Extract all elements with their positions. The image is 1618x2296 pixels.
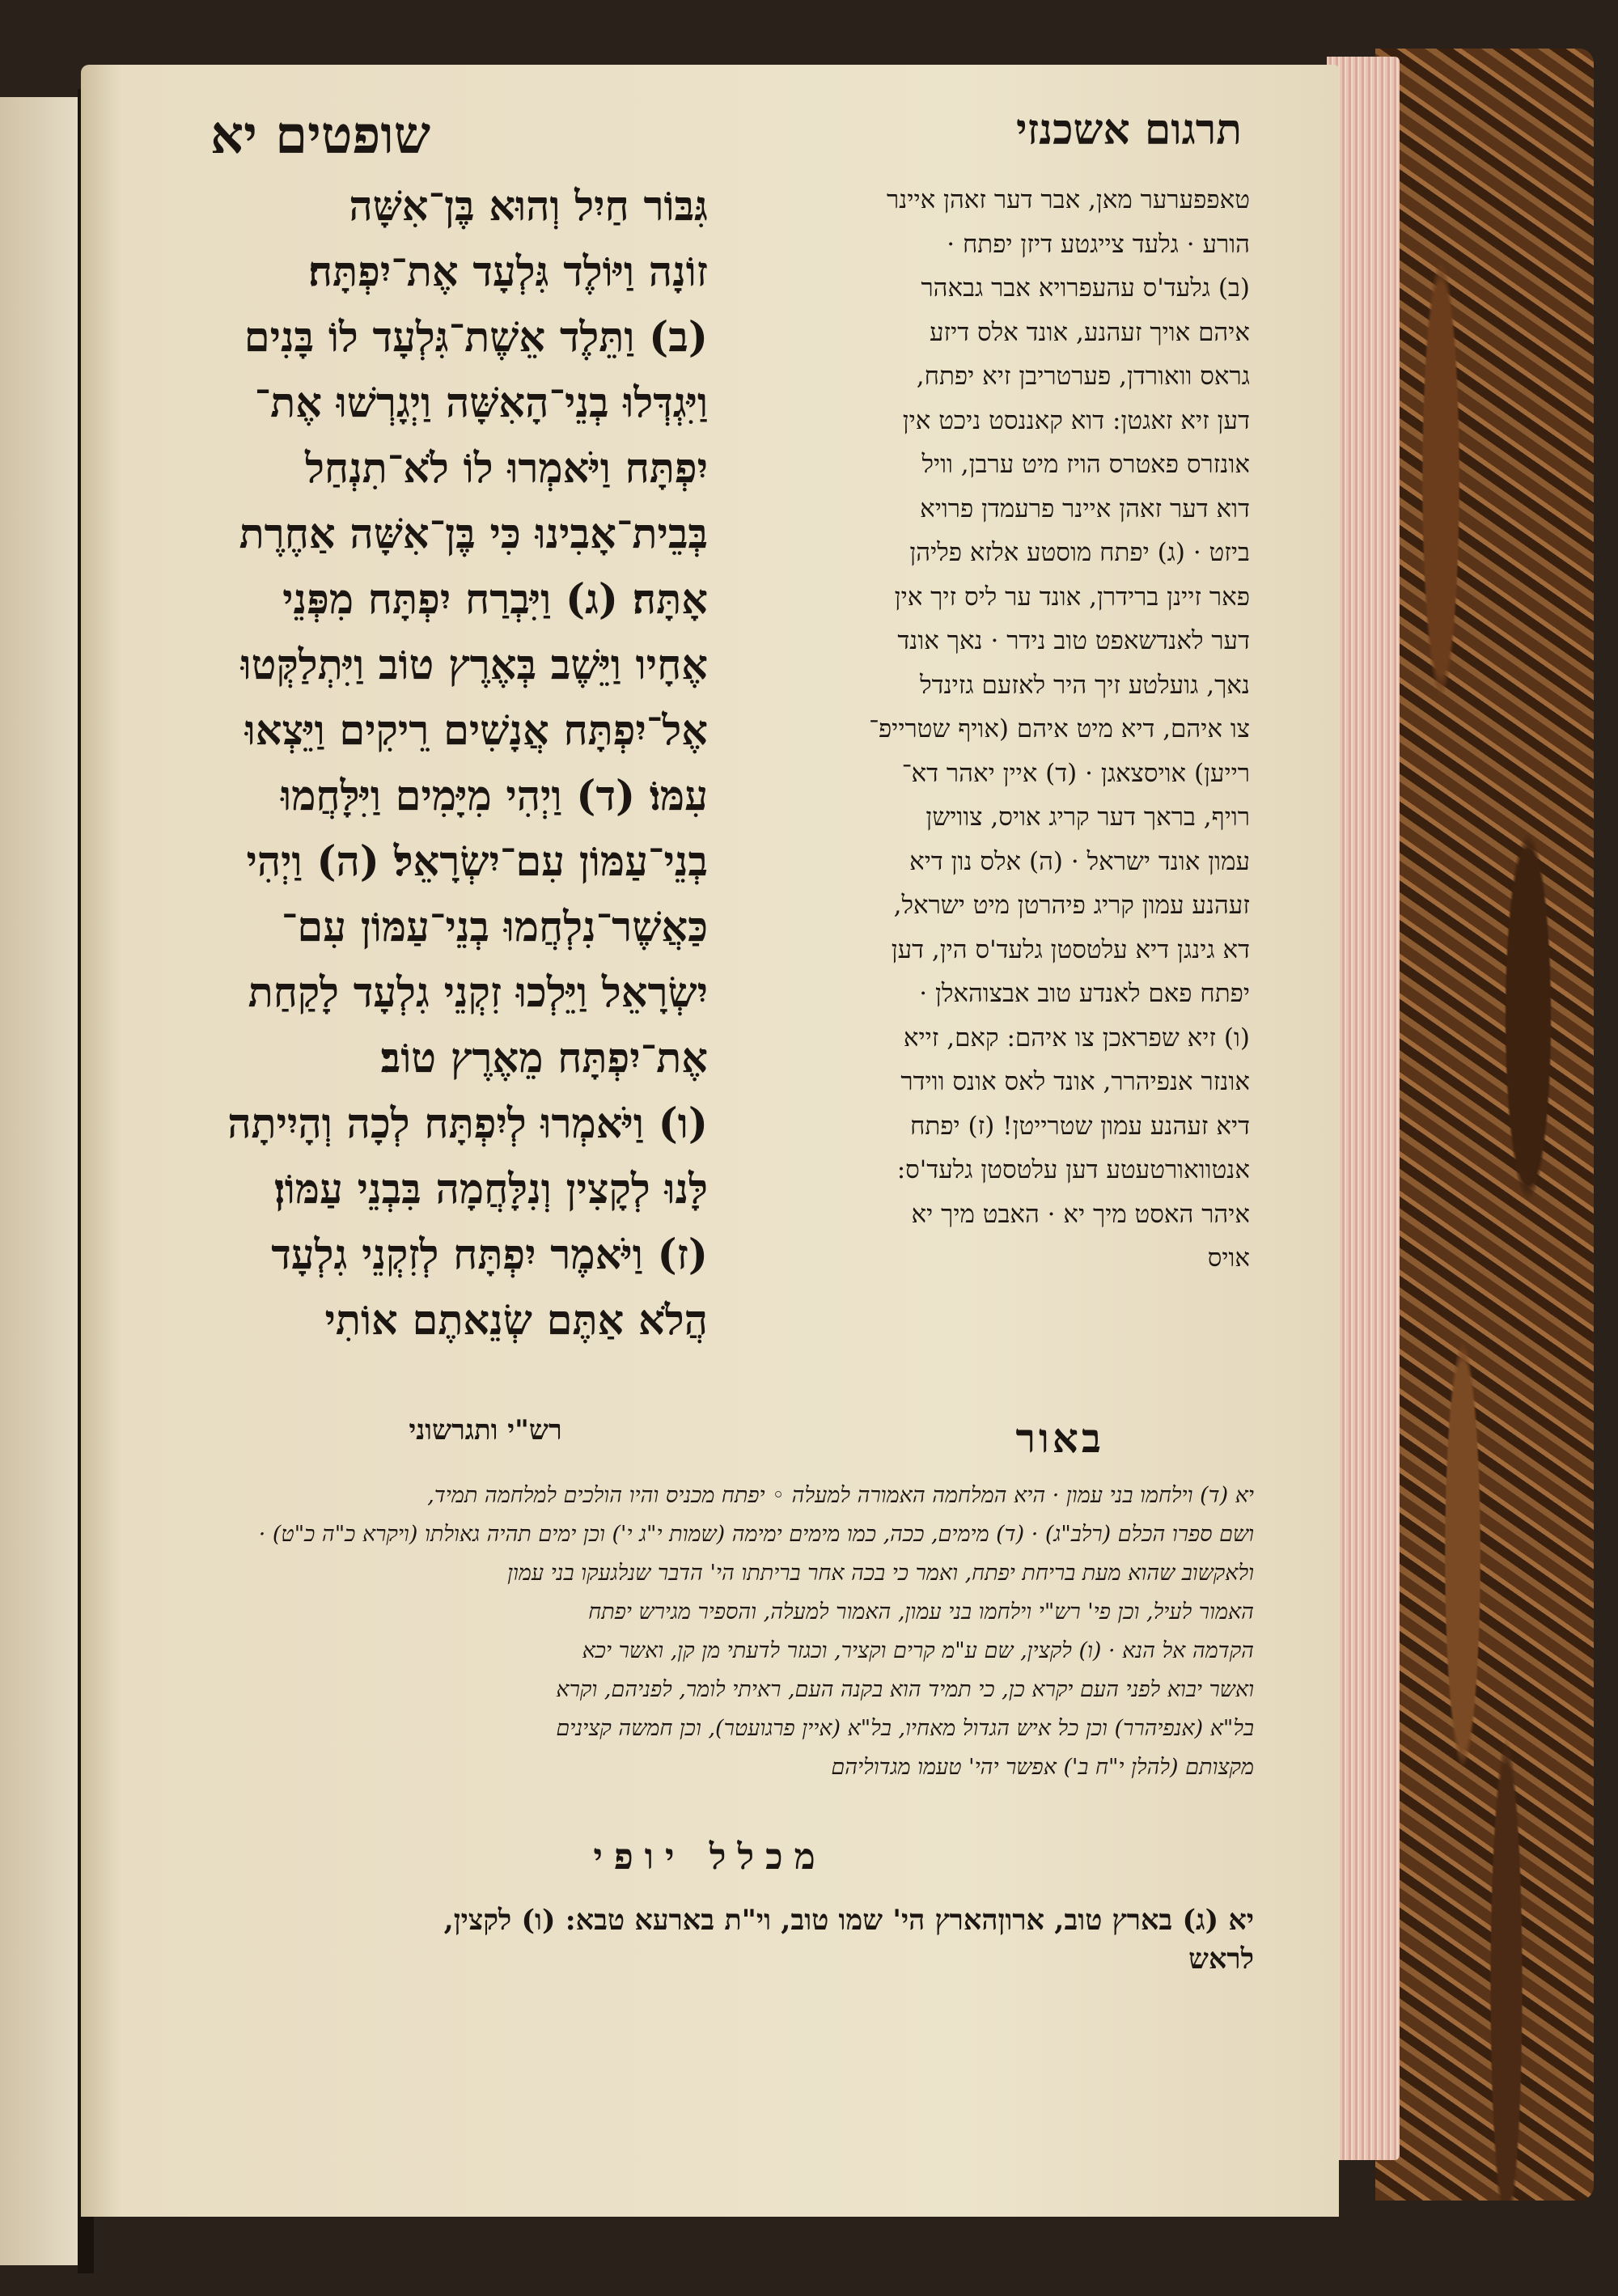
translation-column xyxy=(700,178,1250,1281)
note-line: הקדמה אל הנא · (ו) לקצין, שם ע"מ קרים וקציר, וכגזר לדעתי מן קן, ואשר יכא xyxy=(582,1638,1254,1663)
mikhlal-yofi-header: מכלל יופי xyxy=(593,1836,827,1878)
running-header-translation: תרגום אשכנזי xyxy=(1016,105,1242,155)
hebrew-line: יִפְתָּח וַיֹּאמְרוּ לוֹ לֹא־תִנְחַל xyxy=(305,444,708,493)
hebrew-line: (ו) וַיֹּאמְרוּ לְיִפְתָּח לְכָה וְהָיִיתָה xyxy=(227,1099,708,1148)
note-line: האמור לעיל, וכן פי' רש"י וילחמו בני עמון, האמור למעלה, והספיר מגירש יפתח xyxy=(588,1599,1254,1625)
translation-line: נאך, גועלטע זיך היר לאזעם גזינדל xyxy=(920,670,1250,700)
left-page-edge xyxy=(0,97,81,2265)
hebrew-line: אֶל־יִפְתָּח אֲנָשִׁים רֵיקִים וַיֵּצְאוּ xyxy=(244,706,708,755)
hebrew-line: הֲלֹא אַתֶּם שְׂנֵאתֶם אוֹתִי xyxy=(324,1296,708,1345)
translation-line: זעהנע עמון קריג פיהרטן מיט ישראל, xyxy=(893,891,1250,920)
hebrew-text-column xyxy=(178,174,708,1353)
translation-line: אונזרס פאטרס הויז מיט ערבן, וויל xyxy=(921,450,1250,479)
hebrew-line: אֶת־יִפְתָּח מֵאֶרֶץ טוֹב׃ xyxy=(380,1034,708,1082)
hebrew-line: בְּבֵית־אָבִינוּ כִּי בֶּן־אִשָּׁה אַחֶרֶת xyxy=(239,510,708,558)
commentary-notes xyxy=(174,1476,1254,1787)
note-line: ואשר יבוא לפני העם יקרא כן, כי תמיד הוא בקנה העם, ראיתי לומר, לפניהם, וקרא xyxy=(556,1677,1254,1702)
note-line: בל"א (אנפיהרר) וכן כל איש הגדול מאחיו, בל"א (איין פרגועטר), וכן חמשה קצינים xyxy=(556,1716,1254,1741)
hebrew-line: זוֹנָה וַיּוֹלֶד גִּלְעָד אֶת־יִפְתָּח׃ xyxy=(307,248,708,296)
hebrew-line: כַּאֲשֶׁר־נִלְחֲמוּ בְנֵי־עַמּוֹן עִם־ xyxy=(281,903,708,951)
translation-line: אונזר אנפיהרר, אונד לאס אונס ווידר xyxy=(900,1067,1250,1096)
translation-line: טאפפערער מאן, אבר דער זאהן איינר xyxy=(887,185,1250,214)
hebrew-line: גִּבּוֹר חַיִל וְהוּא בֶּן־אִשָּׁה xyxy=(349,182,708,231)
mikhlal-yofi-notes xyxy=(174,1901,1254,1979)
translation-line: איהר האסט מיך יא · האבט מיך יא xyxy=(911,1199,1250,1229)
note-line: מקצותם (להלן י"ח ב') אפשר יהי' טעמו מגדוליהם xyxy=(831,1755,1254,1780)
translation-line: (ו) זיא שפראכן צו איהם: קאם, זייא xyxy=(903,1023,1250,1053)
hebrew-line: בְנֵי־עַמּוֹן עִם־יִשְׂרָאֵל׃ (ה) וַיְהִי xyxy=(246,837,708,886)
note-line: ושם ספרו הכלם (רלב"ג) · (ד) מימים, ככה, כמו מימים ימימה (שמות י"ג י') וכן ימים תהיה גאולתו (ויקרא כ"ה כ"ט) · xyxy=(258,1522,1254,1547)
translation-line: דער לאנדשאפט טוב נידר · נאך אונד xyxy=(897,626,1250,655)
hebrew-line: עִמּוֹ׃ (ד) וַיְהִי מִיָּמִים וַיִּלָּחֲמוּ xyxy=(281,772,708,820)
hebrew-line: יִשְׂרָאֵל וַיֵּלְכוּ זִקְנֵי גִלְעָד לָקַחַת xyxy=(248,968,708,1017)
mikhlal-line: יא (ג) בארץ טוב, ארוןהארץ הי' שמו טוב, וי"ת בארעא טבא: (ו) לקצין, xyxy=(443,1904,1254,1937)
translation-line: יפתח פאם לאנדע טוב אבצוהאלן · xyxy=(919,979,1250,1008)
hebrew-line: (ז) וַיֹּאמֶר יִפְתָּח לְזִקְנֵי גִלְעָד xyxy=(271,1231,708,1279)
hebrew-line: וַיִּגְדְּלוּ בְנֵי־הָאִשָּׁה וַיְגָרְשׁוּ אֶת־ xyxy=(254,379,708,427)
translation-line: צו איהם, דיא מיט איהם (אויף שטרייפ־ xyxy=(869,714,1250,743)
translation-line: איהם אויך זעהנע, אונד אלס דיזע xyxy=(929,317,1250,347)
book-page xyxy=(81,65,1339,2217)
translation-line: דא גינגן דיא עלטסטן גלעד'ס הין, דען xyxy=(891,934,1250,964)
note-line: ולאקשוב שהוא מעת בריחת יפתח, ואמר כי בכה אחר בריתתו הי' הדבר שנלגעקו בני עמון xyxy=(507,1561,1254,1586)
biur-header: באור xyxy=(1015,1414,1104,1462)
translation-line: (ב) גלעד'ס עהעפרויא אבר גבאהר xyxy=(921,273,1250,303)
running-header-book: שופטים יא xyxy=(210,105,431,166)
translation-line: אויס xyxy=(1207,1243,1250,1273)
translation-line: דוא דער זאהן איינר פרעמדן פרויא xyxy=(920,494,1250,523)
hebrew-line: אָתָּה׃ (ג) וַיִּבְרַח יִפְתָּח מִפְּנֵי xyxy=(282,575,708,624)
translation-line: הורע · גלעד צייגטע דיזן יפתח · xyxy=(947,229,1250,259)
rashi-header: רש"י ותגרשוני xyxy=(409,1414,562,1447)
hebrew-line: אֶחָיו וַיֵּשֶׁב בְּאֶרֶץ טוֹב וַיִּתְלַקְּטוּ xyxy=(240,641,708,689)
translation-line: דען זיא זאגטן: דוא קאננסט ניכט אין xyxy=(902,405,1250,435)
translation-line: אנטוואורטעטע דען עלטסטן גלעד'ס: xyxy=(896,1155,1250,1184)
translation-line: ביזט · (ג) יפתח מוסטע אלזא פליהן xyxy=(909,538,1250,567)
translation-line: דיא זעהנע עמון שטרייטן! (ז) יפתח xyxy=(910,1111,1250,1141)
marbled-cover xyxy=(1375,49,1594,2201)
translation-line: רויף, בראך דער קריג אויס, צווישן xyxy=(925,803,1250,832)
mikhlal-line: לראש xyxy=(1188,1942,1254,1976)
hebrew-line: לָּנוּ לְקָצִין וְנִלָּחֲמָה בִּבְנֵי עַמּוֹן׃ xyxy=(273,1165,708,1214)
note-line: יא (ד) וילחמו בני עמון · היא המלחמה האמורה למעלה ◦ יפתח מכניס והיו הולכים למלחמה תמיד, xyxy=(427,1483,1254,1508)
translation-line: עמון אונד ישראל · (ה) אלס נון דיא xyxy=(909,846,1250,876)
translation-line: גראס וואורדן, פערטריבן זיא יפתח, xyxy=(916,362,1250,391)
hebrew-line: (ב) וַתֵּלֶד אֵשֶׁת־גִּלְעָד לוֹ בָּנִים xyxy=(244,313,708,362)
translation-line: רייען) אויסצאגן · (ד) איין יאהר דא־ xyxy=(901,758,1250,788)
translation-line: פאר זיינן ברידרן, אונד ער ליס זיך אין xyxy=(894,582,1250,612)
